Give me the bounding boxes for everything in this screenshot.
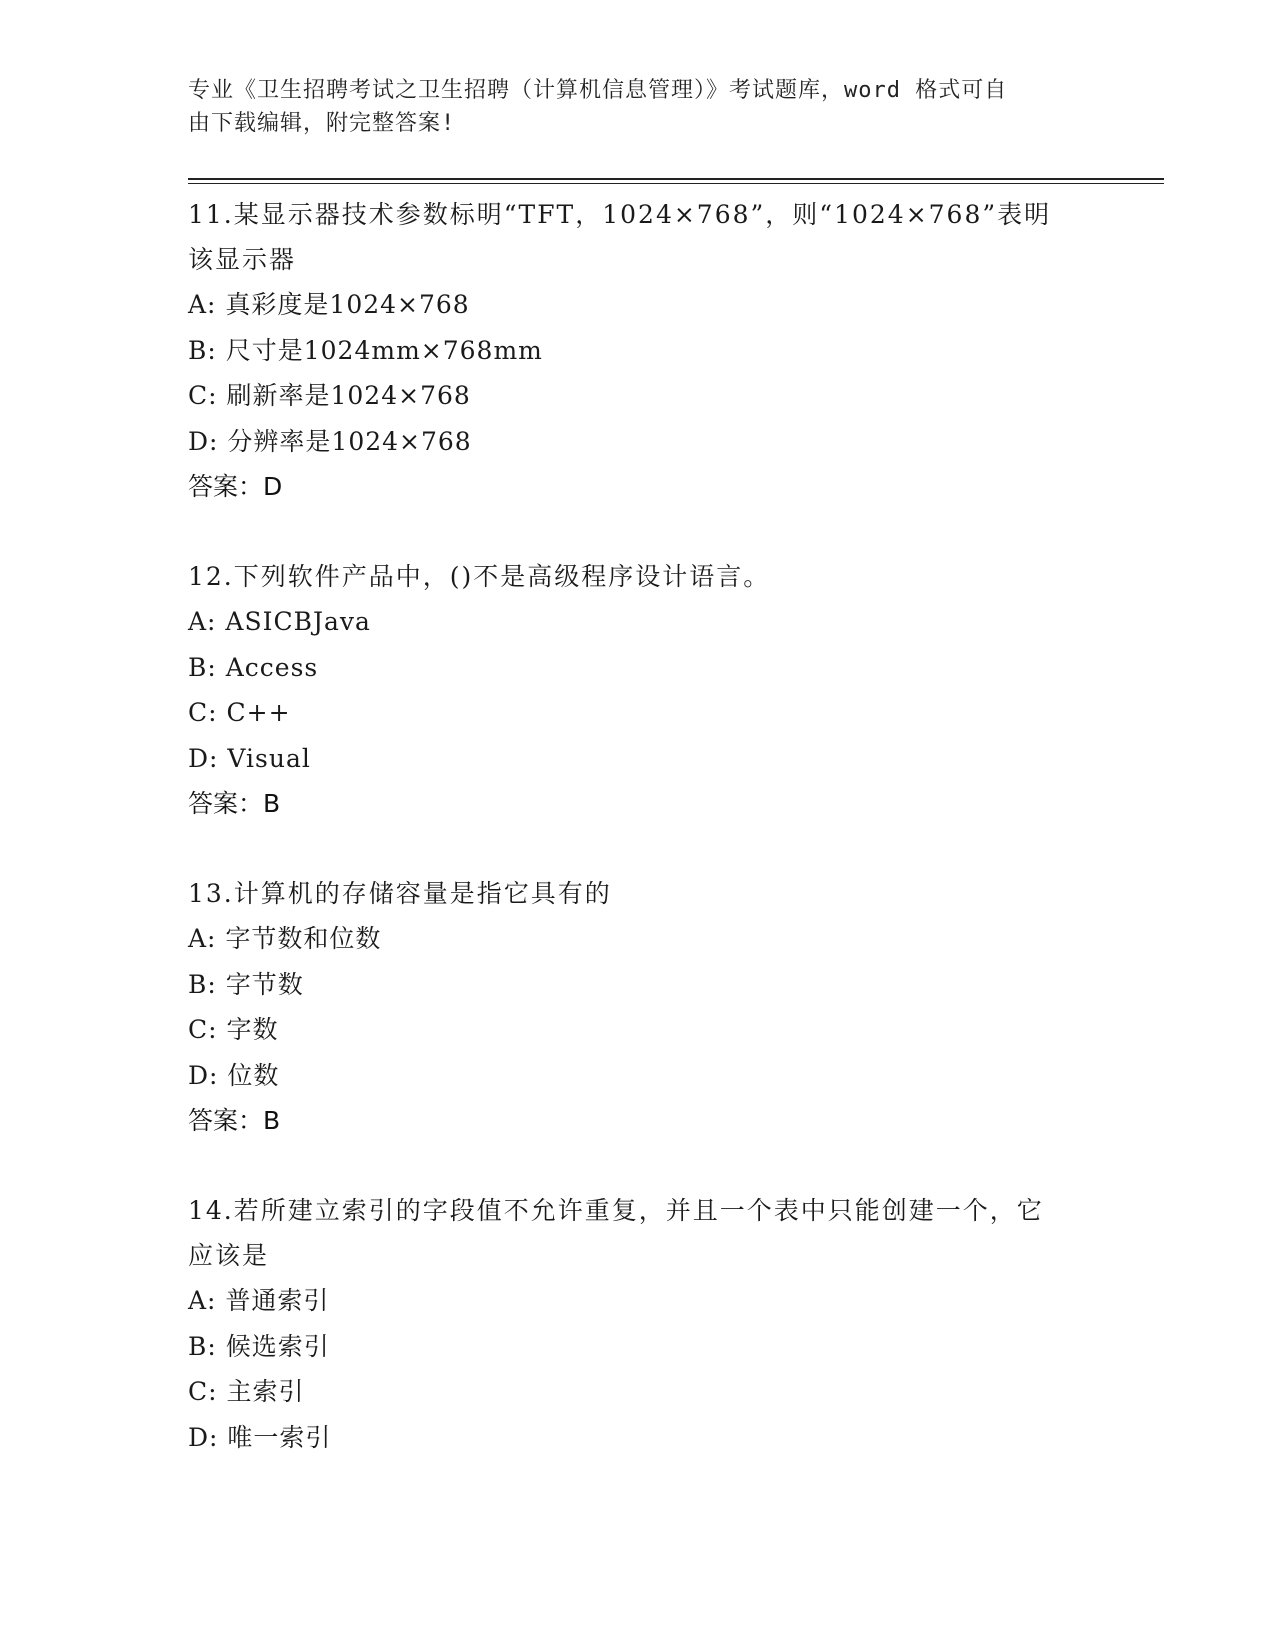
option-c: C: C++ — [188, 698, 291, 727]
answer-label: 答案：B — [188, 789, 281, 818]
question-13 — [188, 871, 1088, 1143]
question-stem: 13.计算机的存储容量是指它具有的 — [188, 879, 612, 908]
question-11 — [188, 192, 1088, 509]
option-b: B: 尺寸是1024mm×768mm — [188, 335, 543, 365]
option-b: B: Access — [188, 652, 319, 682]
option-a: A: 字节数和位数 — [188, 924, 382, 953]
document-header — [188, 74, 1068, 140]
option-c: C: 刷新率是1024×768 — [188, 381, 471, 410]
option-a: A: ASICBJava — [188, 607, 371, 636]
option-b: B: 字节数 — [188, 969, 304, 999]
option-a: A: 普通索引 — [188, 1286, 330, 1315]
option-d: D: 位数 — [188, 1060, 280, 1090]
question-stem: 11.某显示器技术参数标明“TFT，1024×768”，则“1024×768”表明该显示器 — [188, 200, 1052, 274]
option-d: D: 分辨率是1024×768 — [188, 426, 472, 456]
option-c: C: 主索引 — [188, 1377, 305, 1406]
option-c: C: 字数 — [188, 1015, 279, 1044]
header-line-2: 由下载编辑，附完整答案! — [188, 111, 456, 136]
header-line-1: 专业《卫生招聘考试之卫生招聘（计算机信息管理）》考试题库，word 格式可自 — [188, 78, 1008, 103]
answer-label: 答案：D — [188, 472, 283, 501]
question-14 — [188, 1188, 1088, 1460]
question-12 — [188, 554, 1088, 826]
question-list — [188, 192, 1088, 1505]
question-stem: 12.下列软件产品中，()不是高级程序设计语言。 — [188, 562, 771, 591]
answer-label: 答案：B — [188, 1106, 281, 1135]
option-a: A: 真彩度是1024×768 — [188, 290, 470, 319]
option-b: B: 候选索引 — [188, 1331, 330, 1361]
header-divider-thin — [188, 183, 1164, 184]
option-d: D: 唯一索引 — [188, 1422, 332, 1452]
question-stem: 14.若所建立索引的字段值不允许重复，并且一个表中只能创建一个，它应该是 — [188, 1196, 1044, 1270]
header-divider-thick — [188, 178, 1164, 180]
option-d: D: Visual — [188, 743, 311, 773]
